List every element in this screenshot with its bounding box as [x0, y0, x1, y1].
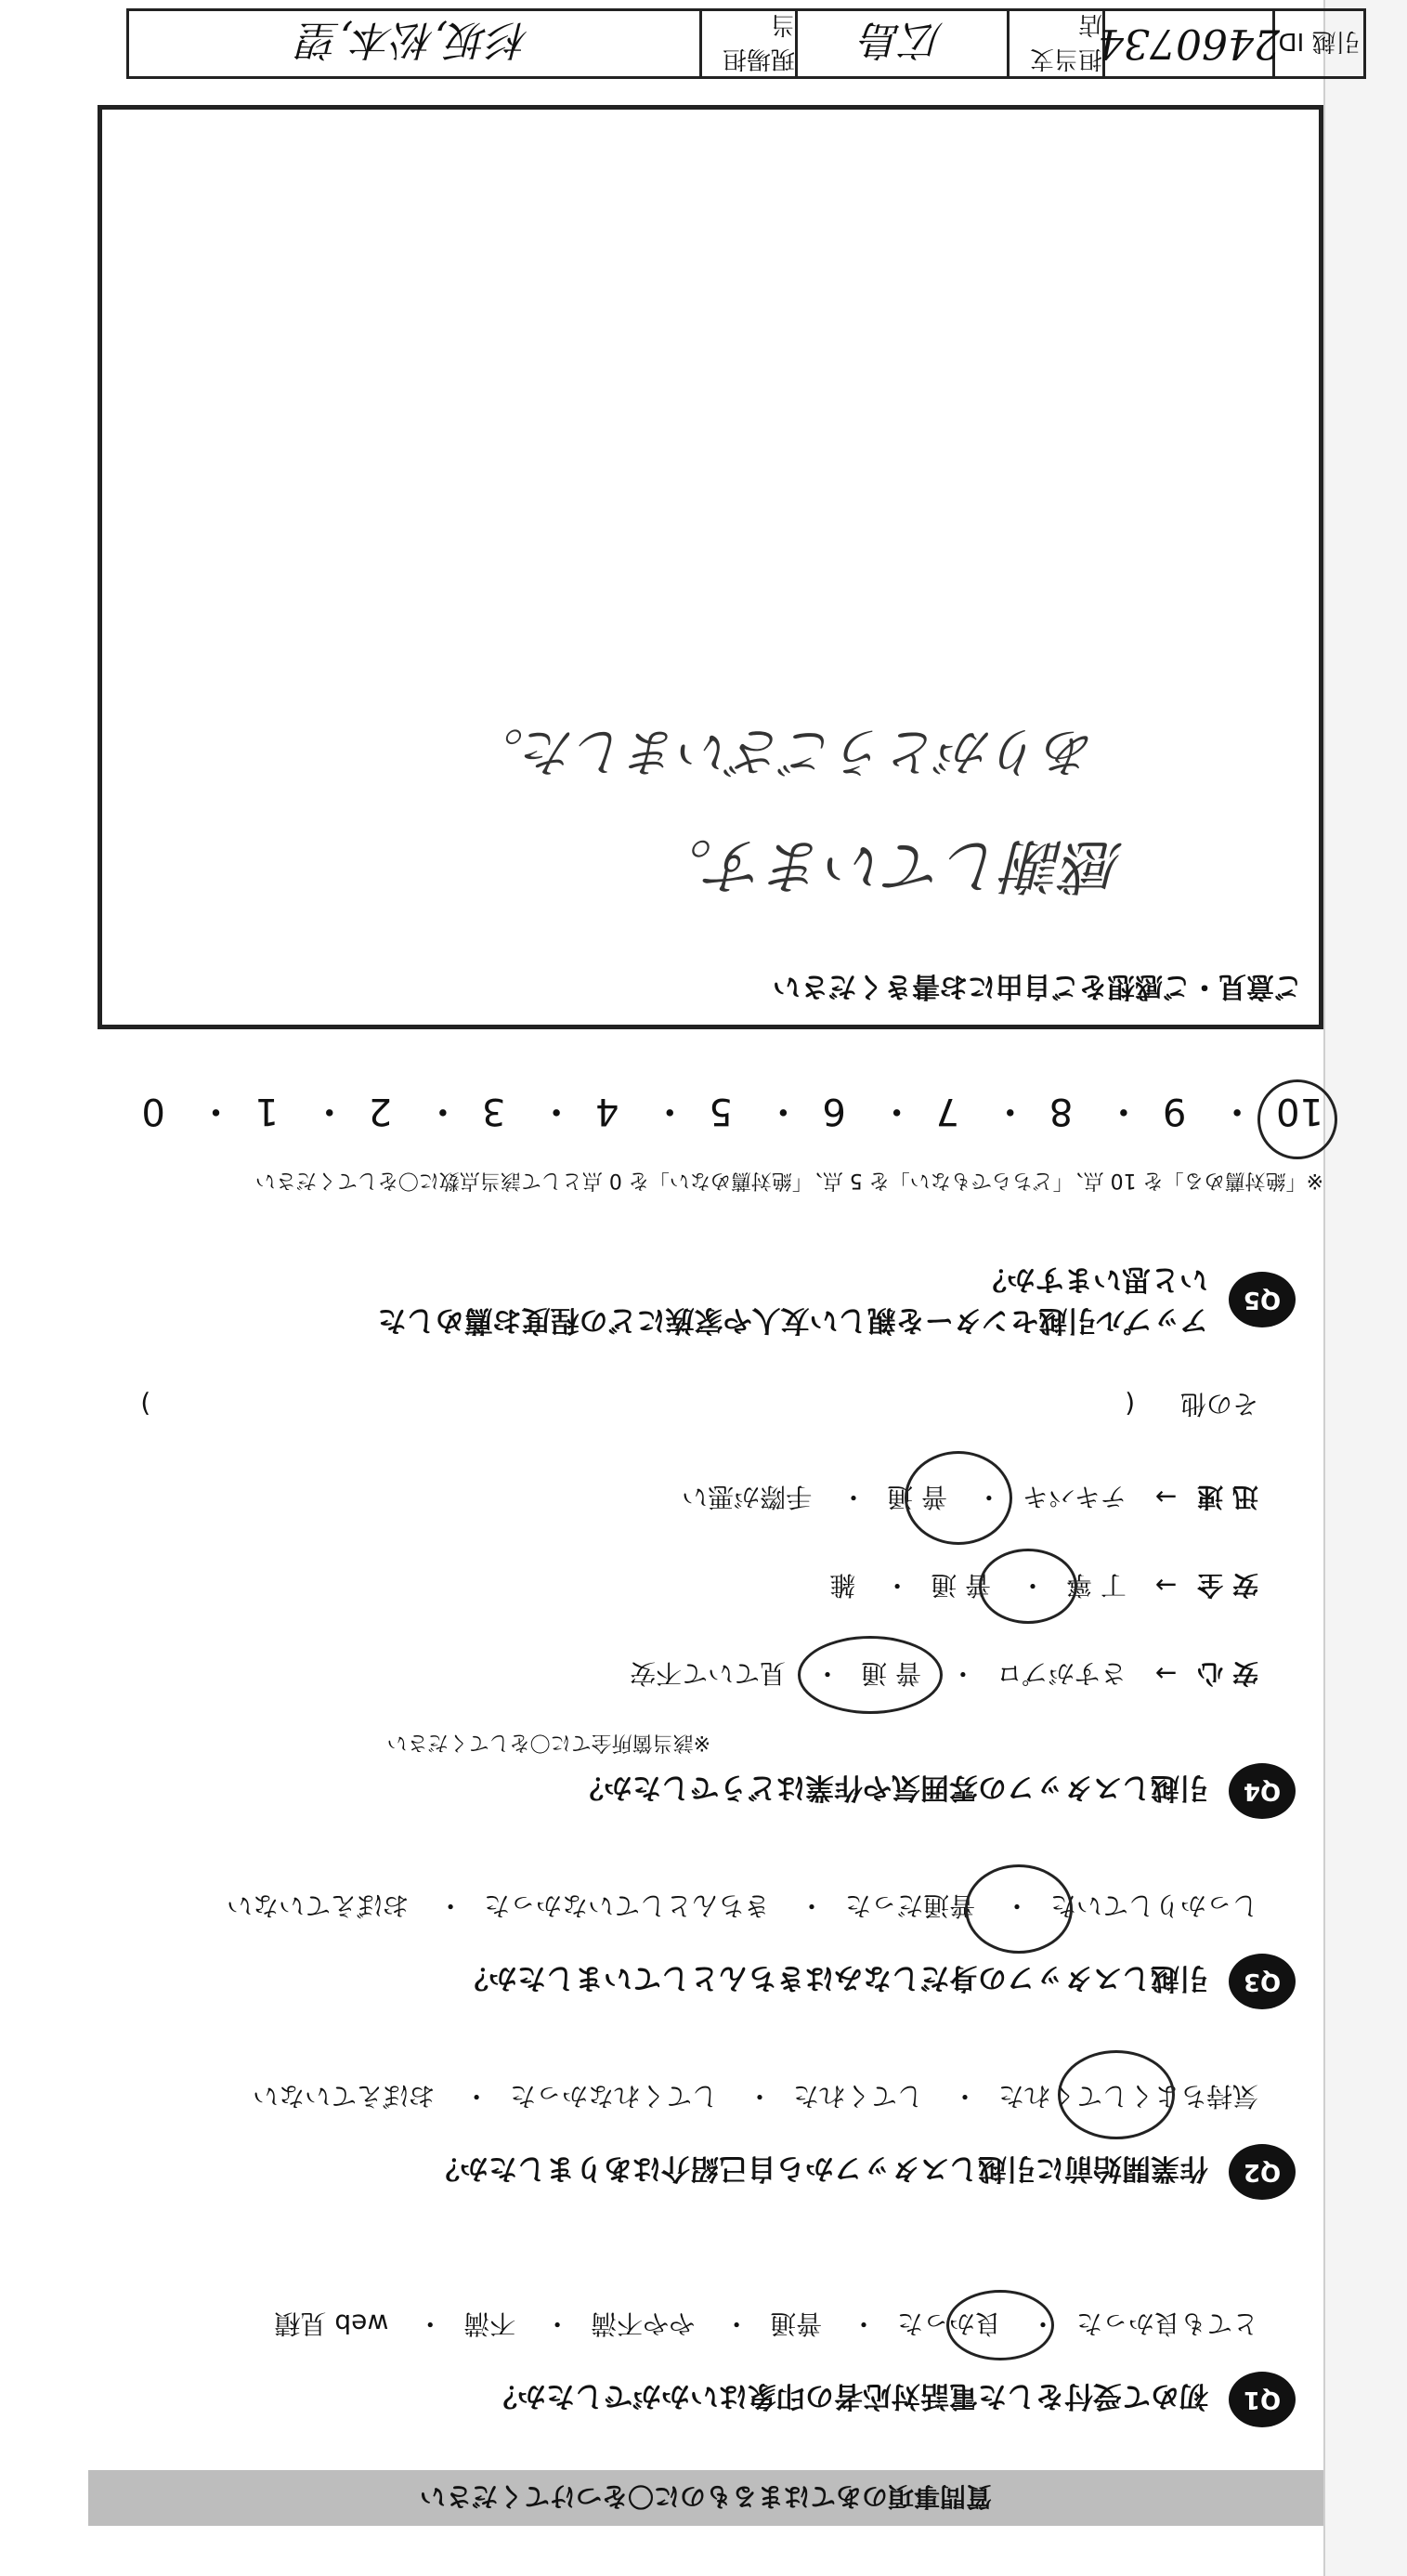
option[interactable]: 普通だった [845, 1890, 976, 1921]
scale-6[interactable]: 6 [822, 1090, 846, 1132]
field-label: 担当支店 [1007, 11, 1102, 76]
row-label: 迅 速 [1197, 1482, 1258, 1512]
option[interactable]: 雑 [829, 1570, 856, 1601]
option[interactable]: きちんとしていなかった [484, 1890, 771, 1921]
question-1 [489, 2372, 1296, 2427]
q1-text: 初めて受付をした電話対応者の印象はいかがでしたか？ [489, 2379, 1208, 2413]
handwritten-line: ありがとうございました。 [472, 721, 1096, 781]
option-selected[interactable]: 丁 寧 [1065, 1570, 1127, 1601]
option-selected[interactable]: 気持ちよくしてくれた [997, 2081, 1258, 2112]
q5-text: アップル引越センターを親しい友人や家族にどの程度お薦めしたいと思いますか？ [377, 1262, 1208, 1337]
option-selected[interactable]: しっかりしていた [1049, 1890, 1258, 1921]
option[interactable]: web 見積 [274, 2308, 389, 2339]
row-label: 安 心 [1197, 1658, 1258, 1689]
scale-3[interactable]: 3 [481, 1090, 506, 1132]
scale-1[interactable]: 1 [254, 1090, 279, 1132]
handwritten-line: 感謝しています。 [653, 830, 1124, 899]
option[interactable]: 普 通 [931, 1570, 992, 1601]
option[interactable]: 見ていて不安 [630, 1658, 787, 1689]
selection-circle [1257, 1079, 1337, 1159]
scale-5[interactable]: 5 [709, 1090, 733, 1132]
q3-text: 引越しスタッフの身だしなみはきちんとしていましたか？ [460, 1961, 1208, 1995]
option[interactable]: 普通 [770, 2308, 823, 2339]
q5-note: ※「絶対薦める」を 10 点、「どちらでもない」を 5 点、「絶対薦めない」を 0 点として該当点数に〇をしてください [254, 1169, 1323, 1192]
q3-options: しっかりしていた・ 普通だった・ きちんとしていなかった・ おぼえていない [227, 1890, 1258, 1921]
selection-circle [798, 1636, 943, 1714]
scale-10[interactable]: 10 [1276, 1090, 1323, 1132]
q2-options: 気持ちよくしてくれた・ してくれた・ してくれなかった・ おぼえていない [253, 2081, 1258, 2112]
field-label: 引越 ID [1272, 11, 1363, 76]
q2-badge: Q2 [1229, 2144, 1296, 2200]
q4-row-anshin: 安 心→ さすがプロ・ 普 通・ 見ていて不安 [630, 1658, 1258, 1689]
option[interactable]: 不満 [463, 2308, 516, 2339]
option[interactable]: 手際が悪い [682, 1482, 813, 1512]
q4-row-jinsoku: 迅 速→ テキパキ・ 普 通・ 手際が悪い [682, 1482, 1258, 1512]
scale-8[interactable]: 8 [1049, 1090, 1074, 1132]
selection-circle [905, 1451, 1012, 1545]
field-value: 2460734 [1102, 11, 1272, 76]
option[interactable]: とても良かった [1075, 2308, 1258, 2339]
selection-circle [979, 1549, 1077, 1624]
q1-options: とても良かった・ 良かった・ 普通・ やや不満・ 不満・ web 見積 [274, 2308, 1258, 2339]
field-value: 広島 [795, 11, 1007, 76]
field-label: 現場担当 [699, 11, 795, 76]
q2-text: 作業開始前に引越しスタッフから自己紹介はありましたか？ [431, 2151, 1208, 2186]
option[interactable]: やや不満 [591, 2308, 696, 2339]
row-label: 安 全 [1197, 1570, 1258, 1601]
scale-4[interactable]: 4 [595, 1090, 619, 1132]
selection-circle [1058, 2050, 1175, 2139]
option[interactable]: 普 通 [887, 1482, 947, 1512]
field-value: 杉坂,松本,望 [299, 16, 529, 63]
question-5 [372, 1259, 1296, 1340]
scale-9[interactable]: 9 [1162, 1090, 1187, 1132]
q4-note: ※該当箇所全てに〇をしてください [386, 1731, 710, 1754]
q1-badge: Q1 [1229, 2372, 1296, 2427]
option[interactable]: おぼえていない [227, 1890, 410, 1921]
q3-badge: Q3 [1229, 1954, 1296, 2009]
scale-0[interactable]: 0 [141, 1090, 165, 1132]
scale-2[interactable]: 2 [368, 1090, 393, 1132]
scale-7[interactable]: 7 [935, 1090, 960, 1132]
q5-scale: 10・ 9・ 8・ 7・ 6・ 5・ 4・ 3・ 2・ 1・ 0 [141, 1090, 1323, 1132]
q4-other: その他 ( ) [140, 1389, 1258, 1419]
comment-box[interactable] [98, 105, 1323, 1029]
question-4 [575, 1763, 1296, 1819]
option[interactable]: してくれなかった [510, 2081, 719, 2112]
instruction-band: 質問事項のあてはまるものに〇をつけてください [88, 2470, 1323, 2526]
option[interactable]: 普 通 [861, 1658, 921, 1689]
option-selected[interactable]: 良かった [897, 2308, 1002, 2339]
other-label: その他 [1179, 1389, 1258, 1419]
option[interactable]: してくれた [793, 2081, 924, 2112]
selection-circle [946, 2290, 1054, 2360]
q4-text: 引越しスタッフの雰囲気や作業はどうでしたか？ [575, 1771, 1208, 1805]
option-selected[interactable]: さすがプロ [996, 1658, 1127, 1689]
option[interactable]: おぼえていない [253, 2081, 436, 2112]
option-selected[interactable]: テキパキ [1022, 1482, 1127, 1512]
q4-badge: Q4 [1229, 1763, 1296, 1819]
question-2 [431, 2144, 1296, 2200]
q4-row-anzen: 安 全→ 丁 寧・ 普 通・ 雑 [829, 1570, 1258, 1601]
question-3 [460, 1954, 1296, 2009]
selection-circle [965, 1864, 1073, 1954]
q5-badge: Q5 [1229, 1272, 1296, 1327]
form-header-table [126, 8, 1366, 79]
comment-label: ご意見・ご感想をご自由にお書きください [773, 970, 1302, 1002]
